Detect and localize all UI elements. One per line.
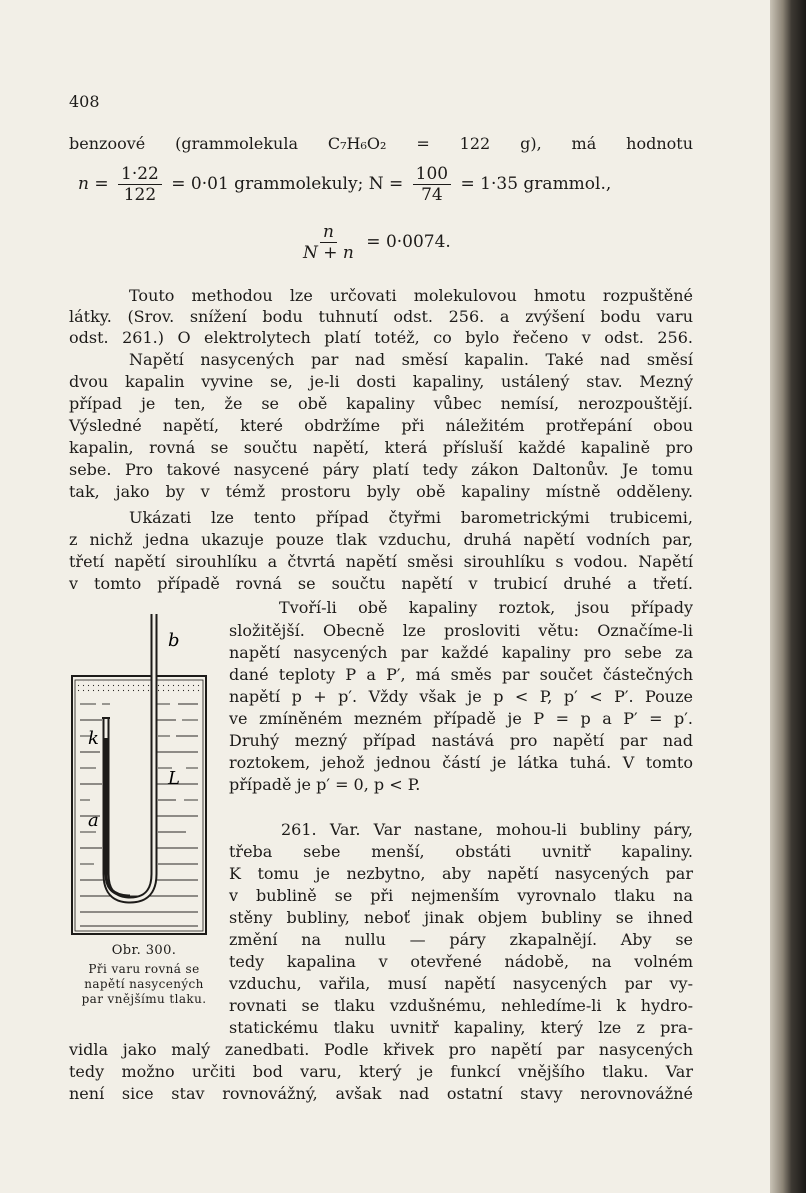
- u-tube-outer: [106, 614, 154, 900]
- para2-line: kapalin, rovná se součtu napětí, která přísluší každé kapalině pro: [69, 438, 693, 457]
- para4-line: případě je p′ = 0, p < P.: [229, 775, 421, 794]
- figure-caption-line: napětí nasycených: [84, 977, 204, 991]
- para5-line: tedy kapalina v otevřené nádobě, na volném: [229, 952, 693, 971]
- formula1-frac-a-num: 1·22: [118, 164, 162, 185]
- para2-line: tak, jako by v témž prostoru byly obě kapaliny místně odděleny.: [69, 482, 693, 501]
- para1-line: látky. (Srov. snížení bodu tuhnutí odst. 256. a zvýšení bodu varu: [69, 307, 693, 326]
- para3-line: třetí napětí sirouhlíku a čtvrtá napětí směsi sirouhlíku s vodou. Napětí: [69, 552, 693, 571]
- para4-line: napětí nasycených par každé kapaliny pro sebe za: [229, 643, 693, 662]
- para2-line: sebe. Pro takové nasycené páry platí tedy zákon Daltonův. Je tomu: [69, 460, 693, 479]
- para4-line: Druhý mezný případ nastává pro napětí par nad: [229, 731, 693, 750]
- para3-line: Ukázati lze tento případ čtyřmi barometrickými trubicemi,: [129, 508, 693, 527]
- para2-line: dvou kapalin vyvine se, je-li dosti kapaliny, ustálený stav. Mezný: [69, 372, 693, 391]
- para5-full-line: vidla jako malý zanedbati. Podle křivek pro napětí par nasycených: [69, 1040, 693, 1059]
- formula1-fraction-b: [413, 164, 451, 205]
- formula2-num: n: [320, 222, 337, 243]
- formula2-fraction: [300, 222, 357, 263]
- formula1-lhs: n =: [78, 174, 109, 194]
- book-spine-shadow: [770, 0, 806, 1193]
- formula1-frac-a-den: 122: [123, 185, 157, 205]
- formula1-frac-b-num: 100: [413, 164, 451, 185]
- para1-line: odst. 261.) O elektrolytech platí totéž, co bylo řečeno v odst. 256.: [69, 328, 693, 347]
- liquid-surface: [76, 681, 202, 693]
- para5-line: v bublině se při nejmenším vyrovnalo tlaku na: [229, 886, 693, 905]
- figure-caption-line: Při varu rovná se: [88, 962, 200, 976]
- formula1-frac-b-den: 74: [421, 185, 443, 205]
- para5-line: třeba sebe menší, obstáti uvnitř kapaliny.: [229, 842, 693, 861]
- formula1-mid: = 0·01 grammolekuly; N =: [171, 174, 404, 194]
- formula1-end: = 1·35 grammol.,: [460, 174, 612, 194]
- figure-caption-line: par vnějšímu tlaku.: [81, 992, 207, 1006]
- para5-full-line: tedy možno určiti bod varu, který je funkcí vnějšího tlaku. Var: [69, 1062, 693, 1081]
- page-number: 408: [69, 92, 100, 111]
- para2-heading-line: Napětí nasycených par nad směsí kapalin. Také nad směsí: [129, 350, 693, 369]
- para4-line: Tvoří-li obě kapaliny roztok, jsou případy: [279, 598, 693, 617]
- para5-line: vzduchu, vařila, musí napětí nasycených par vy-: [229, 974, 693, 993]
- para5-line: statickému tlaku uvnitř kapaliny, který lze z pra-: [229, 1018, 693, 1037]
- label-L: L: [168, 768, 180, 789]
- para4-line: roztokem, jehož jednou částí je látka tuhá. V tomto: [229, 753, 693, 772]
- para5-line: rovnati se tlaku vzdušnému, nehledíme-li k hydro-: [229, 996, 693, 1015]
- label-b: b: [168, 630, 180, 651]
- para4-line: složitější. Obecně lze prosloviti větu: Označíme-li: [229, 621, 693, 640]
- formula2-result: = 0·0074.: [366, 232, 451, 252]
- figure-caption-title: Obr. 300.: [111, 943, 177, 958]
- figure-boiling-tube: [66, 608, 212, 940]
- formula1-fraction-a: [118, 164, 162, 205]
- label-k: k: [88, 728, 99, 749]
- para5-line: změní na nullu — páry zkapalnějí. Aby se: [229, 930, 693, 949]
- formula-molar-amounts: [78, 164, 611, 205]
- intro-line: benzoové (grammolekula C₇H₆O₂ = 122 g), má hodnotu: [69, 134, 693, 153]
- para4-line: ve zmíněném mezném případě je P = p a P′ = p′.: [229, 709, 693, 728]
- para5-line: K tomu je nezbytno, aby napětí nasycených par: [229, 864, 693, 883]
- para4-line: napětí p + p′. Vždy však je p < P, p′ < P′. Pouze: [229, 687, 693, 706]
- para5-heading-line: 261. Var. Var nastane, mohou-li bubliny páry,: [281, 820, 693, 839]
- para3-line: z nichž jedna ukazuje pouze tlak vzduchu, druhá napětí vodních par,: [69, 530, 693, 549]
- para3-line: v tomto případě rovná se součtu napětí v trubicí druhé a třetí.: [69, 574, 693, 593]
- formula2-den: N + n: [303, 243, 354, 263]
- para2-line: Výsledné napětí, které obdržíme při náležitém protřepání obou: [69, 416, 693, 435]
- para1-line: Touto methodou lze určovati molekulovou hmotu rozpuštěné: [129, 286, 693, 305]
- mercury-column: [106, 738, 130, 896]
- para5-full-line: není sice stav rovnovážný, avšak nad ostatní stavy nerovnovážné: [69, 1084, 693, 1103]
- para5-line: stěny bubliny, neboť jinak objem bubliny se ihned: [229, 908, 693, 927]
- para2-line: případ je ten, že se obě kapaliny vůbec nemísí, nerozpouštějí.: [69, 394, 693, 413]
- label-a: a: [88, 810, 99, 831]
- para4-line: dané teploty P a P′, má směs par součet částečných: [229, 665, 693, 684]
- formula-mole-fraction: [296, 222, 451, 263]
